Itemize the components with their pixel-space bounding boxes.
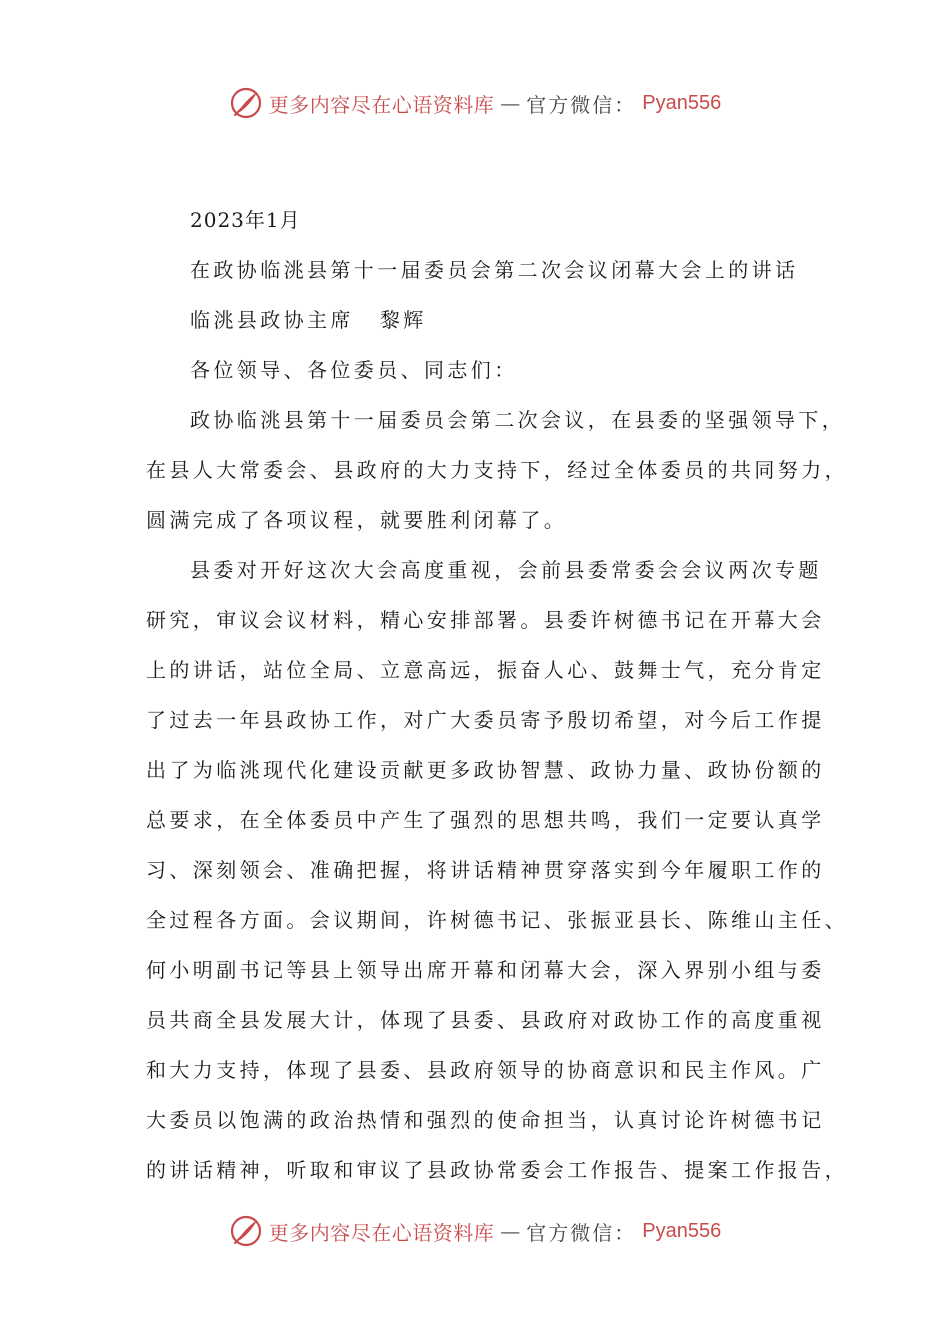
- footer-watermark-banner: [0, 1211, 950, 1251]
- paragraph-line: 上的讲话，站位全局、立意高远，振奋人心、鼓舞士气，充分肯定: [146, 658, 825, 682]
- paragraph-line: 政协临洮县第十一届委员会第二次会议，在县委的坚强领导下，: [190, 408, 846, 432]
- paragraph-line: 全过程各方面。会议期间，许树德书记、张振亚县长、陈维山主任、: [146, 908, 848, 932]
- paragraph-line: 何小明副书记等县上领导出席开幕和闭幕大会，深入界别小组与委: [146, 958, 825, 982]
- quill-pen-logo-icon: [229, 86, 263, 120]
- banner-wechat-label: 官方微信：: [526, 1220, 637, 1245]
- header-watermark-banner: [0, 83, 950, 123]
- paragraph-2: [146, 545, 848, 1195]
- paragraph-line: 大委员以饱满的政治热情和强烈的使命担当，认真讨论许树德书记: [146, 1108, 825, 1132]
- paragraph-line: 在县人大常委会、县政府的大力支持下，经过全体委员的共同努力，: [146, 458, 848, 482]
- paragraph-line: 研究，审议会议材料，精心安排部署。县委许树德书记在开幕大会: [146, 608, 825, 632]
- paragraph-line: 圆满完成了各项议程，就要胜利闭幕了。: [146, 508, 568, 532]
- author-name: 黎辉: [379, 308, 427, 332]
- document-date: 2023年1月: [190, 208, 301, 232]
- paragraph-line: 的讲话精神，听取和审议了县政协常委会工作报告、提案工作报告，: [146, 1158, 848, 1182]
- paragraph-line: 总要求，在全体委员中产生了强烈的思想共鸣，我们一定要认真学: [146, 808, 825, 832]
- banner-separator: —: [500, 91, 521, 115]
- author-role: 临洮县政协主席: [190, 308, 354, 332]
- document-title: 在政协临洮县第十一届委员会第二次会议闭幕大会上的讲话: [190, 258, 799, 282]
- paragraph-line: 县委对开好这次大会高度重视，会前县委常委会会议两次专题: [190, 558, 822, 582]
- banner-separator: —: [500, 1219, 521, 1243]
- banner-text: 更多内容尽在心语资料库: [268, 92, 495, 117]
- paragraph-line: 习、深刻领会、准确把握，将讲话精神贯穿落实到今年履职工作的: [146, 858, 825, 882]
- banner-wechat-id: Pyan556: [642, 1219, 722, 1242]
- paragraph-line: 员共商全县发展大计，体现了县委、县政府对政协工作的高度重视: [146, 1008, 825, 1032]
- paragraph-1: [146, 395, 848, 545]
- paragraph-line: 和大力支持，体现了县委、县政府领导的协商意识和民主作风。广: [146, 1058, 825, 1082]
- document-author: [146, 295, 822, 345]
- paragraph-line: 出了为临洮现代化建设贡献更多政协智慧、政协力量、政协份额的: [146, 758, 825, 782]
- document-body: [146, 195, 848, 1195]
- banner-wechat-label: 官方微信：: [526, 92, 637, 117]
- paragraph-line: 了过去一年县政协工作，对广大委员寄予殷切希望，对今后工作提: [146, 708, 825, 732]
- document-greeting: 各位领导、各位委员、同志们：: [190, 358, 518, 382]
- banner-text: 更多内容尽在心语资料库: [268, 1220, 495, 1245]
- quill-pen-logo-icon: [229, 1214, 263, 1248]
- banner-wechat-id: Pyan556: [642, 91, 722, 114]
